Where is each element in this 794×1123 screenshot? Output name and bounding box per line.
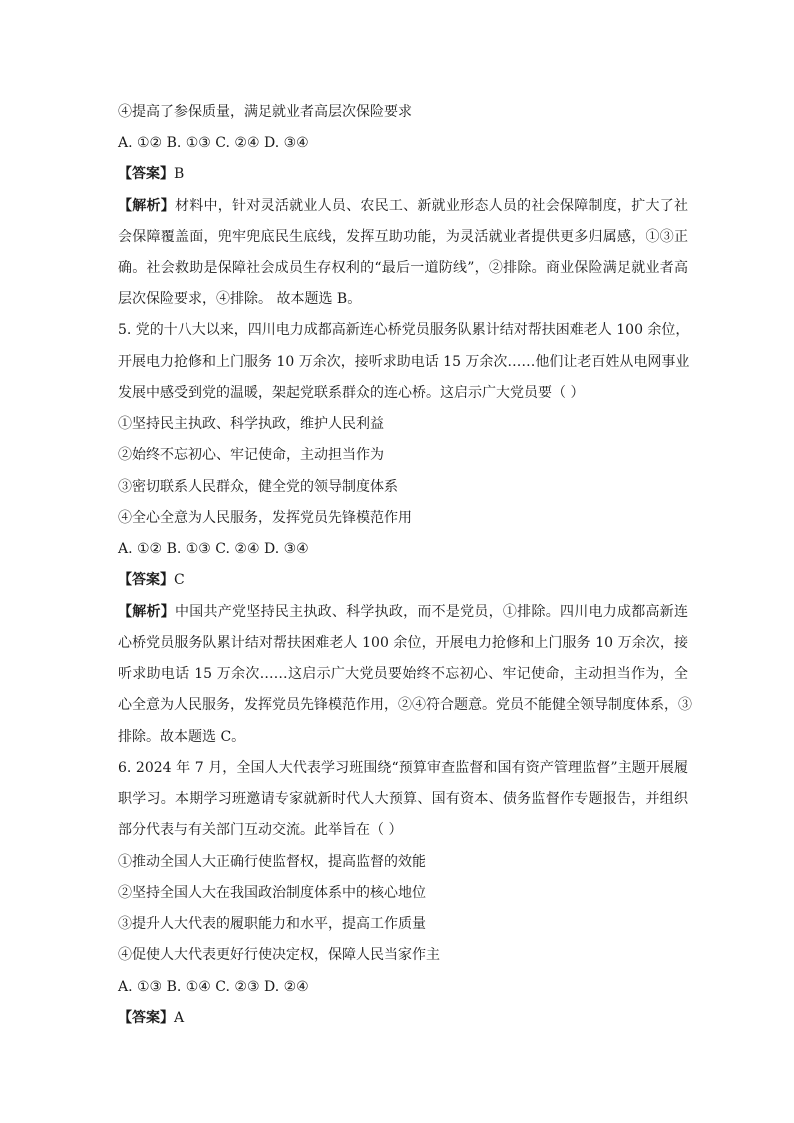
q6-stem-line-3: 部分代表与有关部门互动交流。此举旨在（ ） — [118, 822, 403, 838]
q5-analysis-line-1: 【解析】中国共产党坚持民主执政、科学执政，而不是党员，①排除。四川电力成都高新连 — [118, 604, 689, 620]
q4-analysis-line-3: 确。社会救助是保障社会成员生存权利的“最后一道防线”，②排除。商业保险满足就业者高 — [118, 260, 688, 276]
q5-option-3: ③密切联系人民群众，健全党的领导制度体系 — [118, 479, 398, 495]
q6-option-1: ①推动全国人大正确行使监督权，提高监督的效能 — [118, 854, 426, 870]
q5-answer — [118, 570, 688, 590]
q5-stem-line-3: 发展中感受到党的温暖，架起党联系群众的连心桥。这启示广大党员要（ ） — [118, 385, 585, 401]
q5-stem-line-2: 开展电力抢修和上门服务 10 万余次，接听求助电话 15 万余次……他们让老百姓从电网事业 — [118, 354, 690, 370]
q6-answer — [118, 1008, 688, 1028]
q5-option-1: ①坚持民主执政、科学执政，维护人民利益 — [118, 416, 384, 432]
analysis-tag: 【解析】 — [118, 604, 176, 620]
q6-stem-line-1: 6. 2024 年 7 月，全国人大代表学习班围绕“预算审查监督和国有资产管理监督”主题开展履 — [118, 760, 688, 776]
q5-analysis-line-5: 排除。故本题选 C。 — [118, 729, 246, 745]
q5-analysis-line-4: 心全意为人民服务，发挥党员先锋模范作用，②④符合题意。党员不能健全领导制度体系，③ — [118, 697, 692, 713]
q5-choices: A. ①② B. ①③ C. ②④ D. ③④ — [118, 541, 309, 557]
q6-option-2: ②坚持全国人大在我国政治制度体系中的核心地位 — [118, 885, 426, 901]
answer-tag: 【答案】 — [118, 572, 174, 588]
q4-answer — [118, 164, 688, 184]
answer-tag: 【答案】 — [118, 1010, 174, 1026]
q4-choices: A. ①② B. ①③ C. ②④ D. ③④ — [118, 135, 309, 151]
answer-tag: 【答案】 — [118, 166, 174, 182]
answer-value: B — [174, 166, 185, 182]
q5-stem-line-1: 5. 党的十八大以来，四川电力成都高新连心桥党员服务队累计结对帮扶困难老人 100 余位， — [118, 322, 690, 338]
answer-value: A — [174, 1010, 185, 1026]
q6-choices: A. ①③ B. ①④ C. ②③ D. ②④ — [118, 979, 309, 995]
analysis-tag: 【解析】 — [118, 198, 176, 214]
q6-stem-line-2: 职学习。本期学习班邀请专家就新时代人大预算、国有资本、债务监督作专题报告，并组织 — [118, 791, 688, 807]
answer-value: C — [174, 572, 185, 588]
q5-option-4: ④全心全意为人民服务，发挥党员先锋模范作用 — [118, 510, 412, 526]
q4-analysis-line-1: 【解析】材料中，针对灵活就业人员、农民工、新就业形态人员的社会保障制度，扩大了社 — [118, 198, 689, 214]
q4-option-4: ④提高了参保质量，满足就业者高层次保险要求 — [118, 104, 412, 120]
q4-analysis-line-2: 会保障覆盖面，兜牢兜底民生底线，发挥互助功能，为灵活就业者提供更多归属感，①③正 — [118, 229, 688, 245]
q6-option-4: ④促使人大代表更好行使决定权，保障人民当家作主 — [118, 947, 440, 963]
q5-analysis-line-3: 听求助电话 15 万余次……这启示广大党员要始终不忘初心、牢记使命，主动担当作为，全 — [118, 666, 688, 682]
q4-analysis-line-4: 层次保险要求，④排除。 故本题选 B。 — [118, 291, 362, 307]
q5-option-2: ②始终不忘初心、牢记使命，主动担当作为 — [118, 447, 384, 463]
q5-analysis-line-2: 心桥党员服务队累计结对帮扶困难老人 100 余位，开展电力抢修和上门服务 10 万余次，接 — [118, 635, 688, 651]
q6-option-3: ③提升人大代表的履职能力和水平，提高工作质量 — [118, 916, 426, 932]
